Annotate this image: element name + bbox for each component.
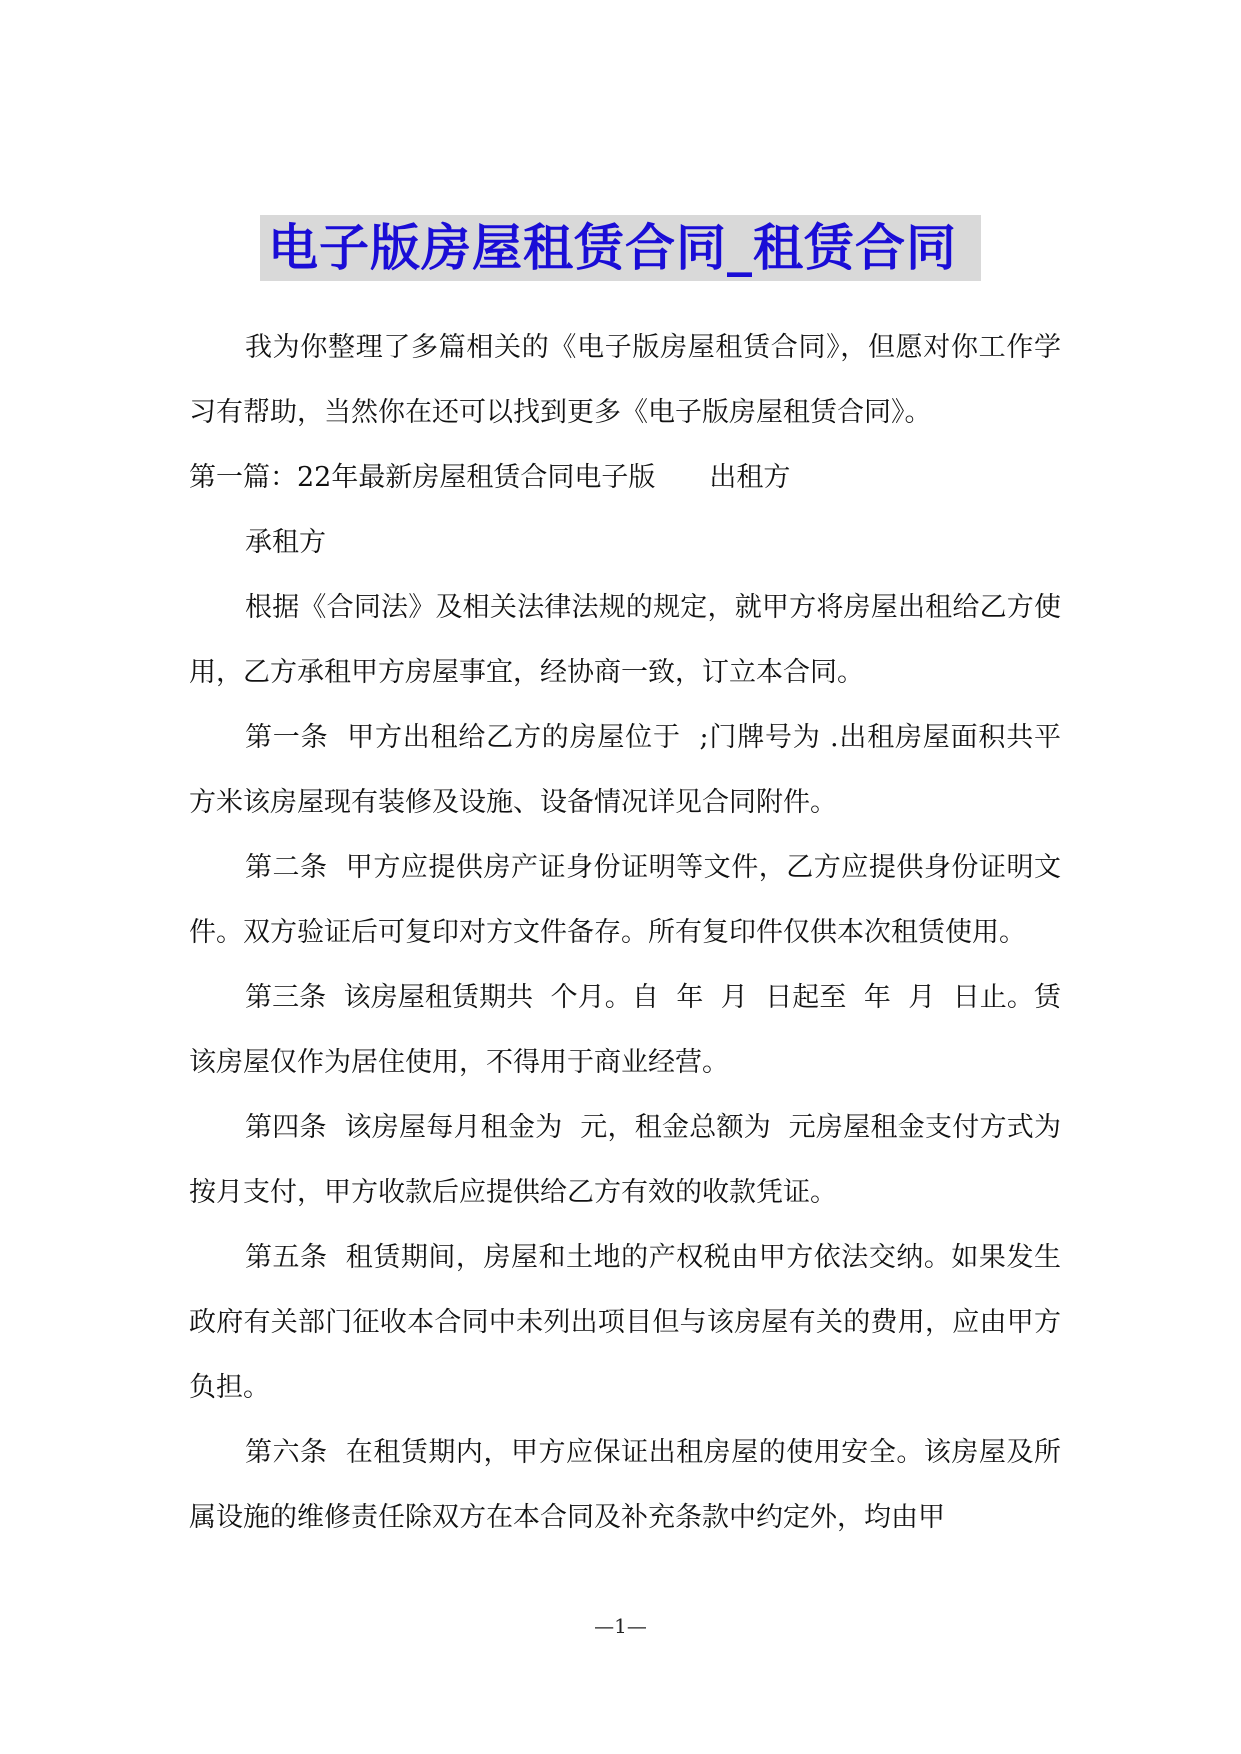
title-container [0, 215, 1241, 281]
paragraph-intro: 我为你整理了多篇相关的《电子版房屋租赁合同》，但愿对你工作学习有帮助，当然你在还可以找到更多《电子版房屋租赁合同》。 [189, 332, 1061, 428]
paragraph-article-2: 第二条 甲方应提供房产证身份证明等文件，乙方应提供身份证明文件。双方验证后可复印对方文件备存。所有复印件仅供本次租赁使用。 [189, 852, 1061, 948]
paragraph-article-5: 第五条 租赁期间，房屋和土地的产权税由甲方依法交纳。如果发生政府有关部门征收本合同中未列出项目但与该房屋有关的费用，应由甲方负担。 [189, 1242, 1061, 1403]
paragraph-article-6: 第六条 在租赁期内，甲方应保证出租房屋的使用安全。该房屋及所属设施的维修责任除双方在本合同及补充条款中约定外，均由甲 [189, 1437, 1061, 1533]
page-number: —1— [594, 1614, 647, 1638]
paragraph-article-3: 第三条 该房屋租赁期共 个月。自 年 月 日起至 年 月 日止。赁该房屋仅作为居住使用，不得用于商业经营。 [189, 982, 1061, 1078]
paragraph-preamble: 根据《合同法》及相关法律法规的规定，就甲方将房屋出租给乙方使用，乙方承租甲方房屋事宜，经协商一致，订立本合同。 [189, 592, 1061, 688]
document-title: 电子版房屋租赁合同_租赁合同 [260, 215, 981, 281]
paragraph-article-4: 第四条 该房屋每月租金为 元，租金总额为 元房屋租金支付方式为按月支付，甲方收款后应提供给乙方有效的收款凭证。 [189, 1112, 1061, 1208]
paragraph-article-1: 第一条 甲方出租给乙方的房屋位于 ;门牌号为 .出租房屋面积共平方米该房屋现有装修及设施、设备情况详见合同附件。 [189, 722, 1061, 818]
paragraph-lessee: 承租方 [245, 527, 326, 558]
paragraph-chapter-heading: 第一篇：22年最新房屋租赁合同电子版 出租方 [189, 462, 791, 493]
document-body [189, 315, 1061, 1550]
